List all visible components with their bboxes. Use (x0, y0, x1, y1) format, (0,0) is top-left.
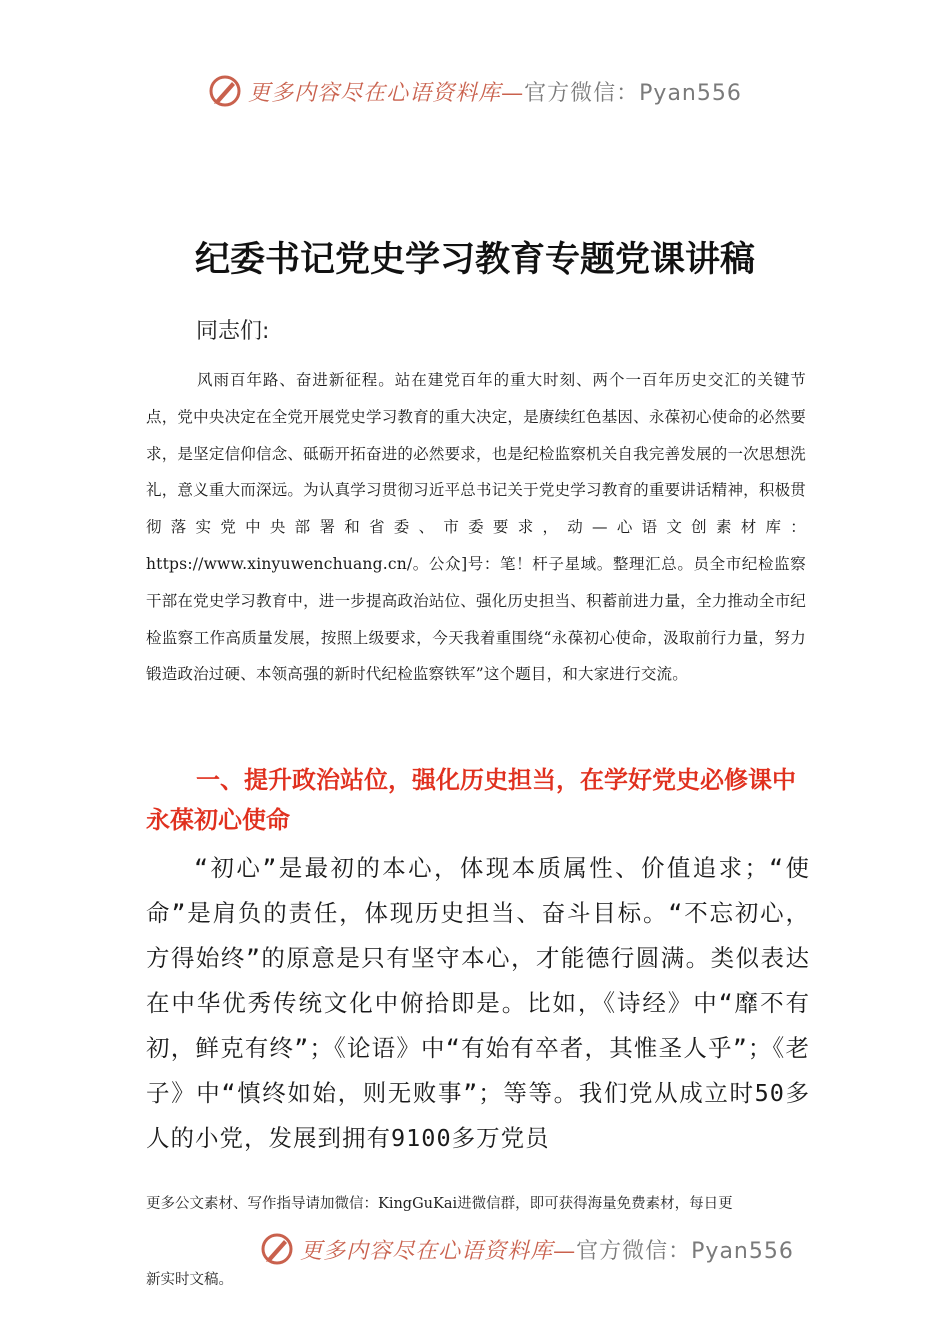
footer-tail: 新实时文稿。 (146, 1272, 233, 1288)
body-paragraph: “初心”是最初的本心，体现本质属性、价值追求；“使命”是肩负的责任，体现历史担当、奋斗目标。“不忘初心，方得始终”的原意是只有坚守本心，才能德行圆满。类似表达在中华优秀传统文化中俯拾即是。比如，《诗经》中“靡不有初，鲜克有终”；《论语》中“有始有卒者，其惟圣人乎”；《老子》中“慎终如始，则无败事”；等等。我们党从成立时50多人的小党，发展到拥有9100多万党员 (146, 854, 810, 1152)
section-heading: 一、提升政治站位，强化历史担当，在学好党史必修课中永葆初心使命 (146, 766, 796, 834)
pen-logo-icon (208, 74, 242, 108)
footer-text: 更多公文素材、写作指导请加微信：KingGuKai进微信群，即可获得海量免费素材，每日更 (146, 1196, 733, 1212)
watermark-text: 更多内容尽在心语资料库—官方微信：Pyan556 (300, 1238, 794, 1264)
watermark-banner-bottom (52, 1232, 950, 1266)
document-title: 纪委书记党史学习教育专题党课讲稿 (194, 240, 755, 280)
pen-logo-icon (260, 1232, 294, 1266)
watermark-banner-top (0, 74, 950, 108)
greeting: 同志们: (196, 319, 270, 344)
intro-paragraph: 风雨百年路、奋进新征程。站在建党百年的重大时刻、两个一百年历史交汇的关键节点，党中央决定在全党开展党史学习教育的重大决定，是赓续红色基因、永葆初心使命的必然要求，是坚定信仰信念、砥砺开拓奋进的必然要求，也是纪检监察机关自我完善发展的一次思想洗礼，意义重大而深远。为认真学习贯彻习近平总书记关于党史学习教育的重要讲话精神，积极贯彻落实党中央部署和省委、市委要求，动—心语文创素材库：https://www.xinyuwenchuang.cn/。公众]号：笔！杆子星域。整理汇总。员全市纪检监察干部在党史学习教育中，进一步提高政治站位、强化历史担当、积蓄前进力量，全力推动全市纪检监察工作高质量发展，按照上级要求，今天我着重围绕“永葆初心使命，汲取前行力量，努力锻造政治过硬、本领高强的新时代纪检监察铁军”这个题目，和大家进行交流。 (146, 371, 806, 684)
watermark-text: 更多内容尽在心语资料库—官方微信：Pyan556 (248, 80, 742, 106)
